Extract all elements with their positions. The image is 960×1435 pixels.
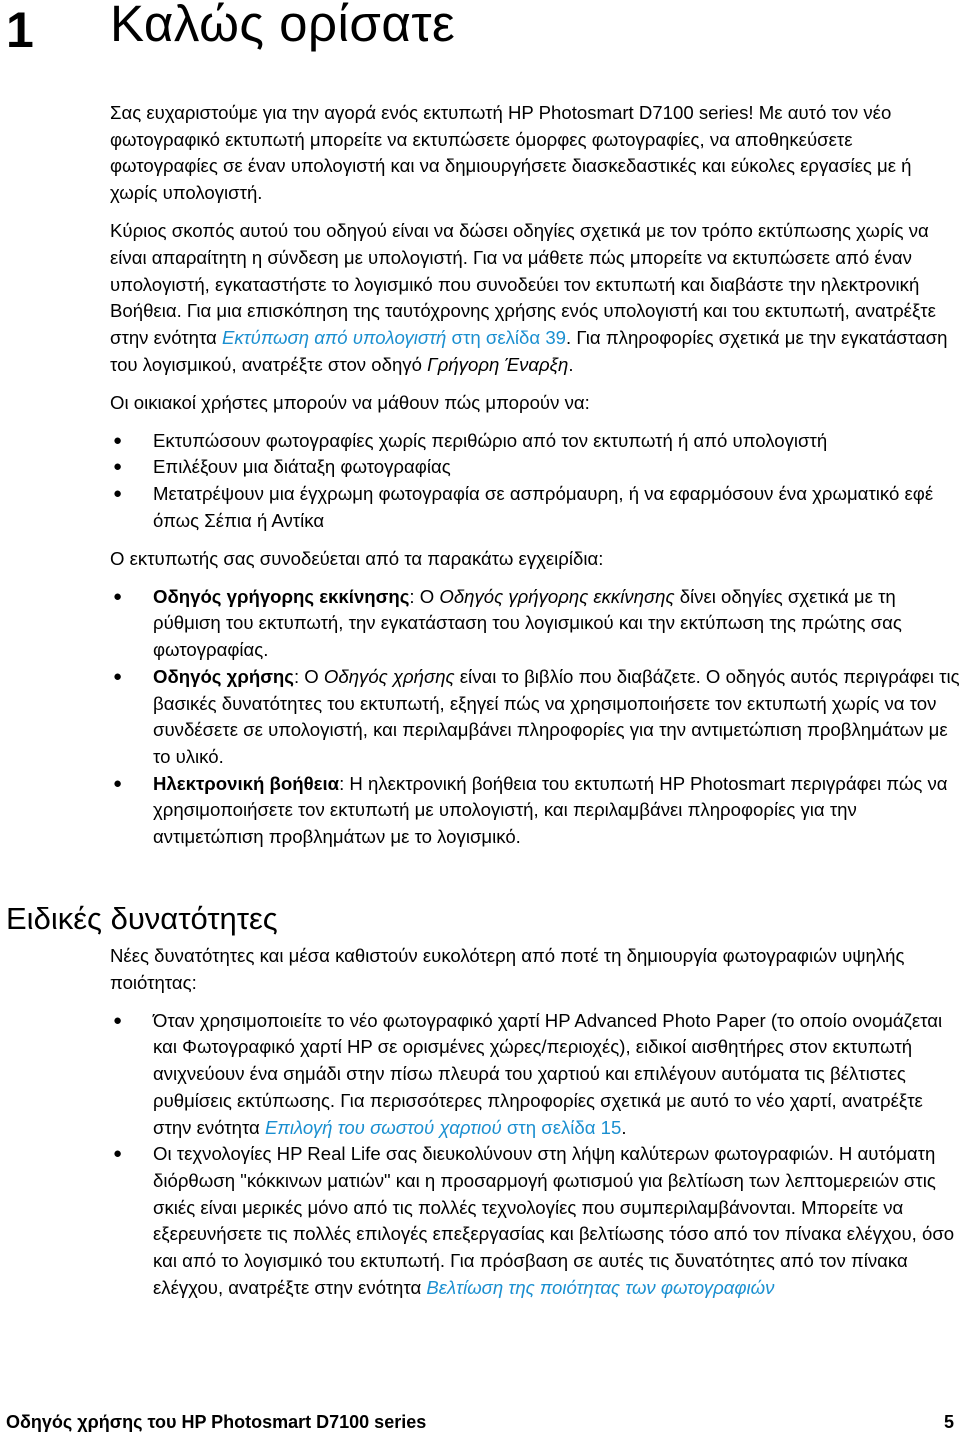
link-choose-paper[interactable]	[265, 1117, 621, 1138]
list-item	[110, 428, 960, 455]
link-title: Εκτύπωση από υπολογιστή	[221, 326, 447, 348]
link-page-ref: στη σελίδα 39	[446, 326, 567, 348]
home-users-list	[110, 428, 960, 535]
special-features-section	[110, 943, 960, 1313]
manual-text: : Η ηλεκτρονική βοήθεια του εκτυπωτή HP Photosmart περιγράφει πώς να χρησιμοποιήσετε τον εκτυπωτή με υπολογιστή, και περιλαμβάνει πληροφορίες για την αντιμετώπιση προβλημάτων με το λογισμικό.	[153, 772, 948, 848]
list-item	[110, 584, 960, 664]
bullet-icon: ●	[113, 458, 123, 476]
special-intro: Νέες δυνατότητες και μέσα καθιστούν ευκολότερη από ποτέ τη δημιουργία φωτογραφιών υψηλής ποιότητας:	[110, 945, 905, 993]
bullet-icon: ●	[113, 774, 123, 792]
list-item	[110, 454, 960, 481]
intro-text: .	[568, 353, 574, 375]
page-number: 5	[943, 1412, 954, 1432]
list-item-text: Επιλέξουν μια διάταξη φωτογραφίας	[153, 456, 451, 478]
intro-section	[110, 100, 960, 862]
list-item-text: Μετατρέψουν μια έγχρωμη φωτογραφία σε ασπρόμαυρη, ή να εφαρμόσουν ένα χρωματικό εφέ όπως Σέπια ή Αντίκα	[153, 483, 934, 531]
bullet-icon: ●	[113, 485, 123, 503]
intro-paragraph-1: Σας ευχαριστούμε για την αγορά ενός εκτυπωτή HP Photosmart D7100 series! Με αυτό τον νέο φωτογραφικό εκτυπωτή μπορείτε να εκτυπώσετε όμορφες φωτογραφίες, να αποθηκεύσετε φωτογραφίες σε έναν υπολογιστή και να δημιουργήσετε διασκεδαστικές και εύκολες εργασίες με ή χωρίς υπολογιστή.	[110, 102, 912, 204]
bullet-icon: ●	[113, 587, 123, 605]
bullet-icon: ●	[113, 1011, 123, 1029]
list-item-text: Όταν χρησιμοποιείτε το νέο φωτογραφικό χαρτί HP Advanced Photo Paper (το οποίο ονομάζεται και Φωτογραφικό χαρτί HP σε ορισμένες χώρες/περιοχές), ειδικοί αισθητήρες στον εκτυπωτή ανιχνεύουν ένα σημάδι στην πίσω πλευρά του χαρτιού και επιλέγουν αυτόματα τις βέλτιστες ρυθμίσεις εκτύπωσης. Για περισσότερες πληροφορίες σχετικά με αυτό το νέο χαρτί, ανατρέξτε στην ενότητα	[153, 1009, 943, 1138]
home-users-intro: Οι οικιακοί χρήστες μπορούν να μάθουν πώς μπορούν να:	[110, 391, 590, 413]
bullet-icon: ●	[113, 431, 123, 449]
list-item	[110, 771, 960, 851]
manual-text: είναι το βιβλίο που διαβάζετε. Ο οδηγός αυτός περιγράφει τις βασικές δυνατότητες του εκτυπωτή, εξηγεί πώς να χρησιμοποιήσετε τον εκτυπωτή χωρίς να τον συνδέσετε σε υπολογιστή, και περιλαμβάνει πληροφορίες για την αντιμετώπιση προβλημάτων με το υλικό.	[153, 665, 960, 767]
link-print-from-computer[interactable]	[222, 327, 566, 348]
quick-start-title: Γρήγορη Έναρξη	[427, 353, 569, 375]
link-improve-photo-quality[interactable]: Βελτίωση της ποιότητας των φωτογραφιών	[426, 1276, 775, 1298]
manual-name: Οδηγός χρήσης	[153, 665, 294, 687]
manual-title: Οδηγός γρήγορης εκκίνησης	[439, 585, 675, 607]
manual-name: Οδηγός γρήγορης εκκίνησης	[153, 585, 410, 607]
intro-paragraph-2	[110, 218, 960, 378]
chapter-title: Καλώς ορίσατε	[110, 0, 456, 52]
intro-text: . Για πληροφορίες σχετικά με την εγκατάσταση του λογισμικού, ανατρέξτε στον οδηγό	[110, 326, 948, 375]
list-item-text: Οι τεχνολογίες HP Real Life σας διευκολύνουν στη λήψη καλύτερων φωτογραφιών. Η αυτόματη διόρθωση "κόκκινων ματιών" και η προσαρμογή φωτισμού για βελτίωση των λεπτομερειών στις σκιές είναι μερικές μόνο από τις πολλές τεχνολογίες που συμπεριλαμβάνονται. Μπορείτε να εξερευνήσετε τις πολλές επιλογές επεξεργασίας και βελτίωσης τόσο από τον πίνακα ελέγχου, όσο και από το λογισμικό του εκτυπωτή. Για πρόσβαση σε αυτές τις δυνατότητες από τον πίνακα ελέγχου, ανατρέξτε στην ενότητα	[153, 1143, 955, 1298]
bullet-icon: ●	[113, 667, 123, 685]
manual-text: : Ο	[409, 585, 440, 607]
intro-text: Κύριος σκοπός αυτού του οδηγού είναι να δώσει οδηγίες σχετικά με τον τρόπο εκτύπωσης χωρίς να είναι απαραίτητη η σύνδεση με υπολογιστή. Για να μάθετε πώς μπορείτε να εκτυπώσετε από έναν υπολογιστή, εγκαταστήστε το λογισμικό που συνοδεύει τον εκτυπωτή και διαβάστε την ηλεκτρονική Βοήθεια. Για μια επισκόπηση της ταυτόχρονης χρήσης ενός υπολογιστή και του εκτυπωτή, ανατρέξτε στην ενότητα	[110, 220, 936, 348]
list-item-text: .	[621, 1116, 627, 1138]
link-title: Επιλογή του σωστού χαρτιού	[264, 1116, 502, 1138]
list-item	[110, 1008, 960, 1142]
manuals-list	[110, 584, 960, 851]
bullet-icon: ●	[113, 1145, 123, 1163]
manual-name: Ηλεκτρονική βοήθεια	[153, 772, 340, 794]
manual-title: Οδηγός χρήσης	[323, 665, 455, 687]
manual-text: δίνει οδηγίες σχετικά με τη ρύθμιση του εκτυπωτή, την εγκατάσταση του λογισμικού και την εκτύπωση της πρώτης σας φωτογραφίας.	[153, 585, 902, 661]
manual-text: : Ο	[293, 665, 324, 687]
link-page-ref: στη σελίδα 15	[501, 1116, 622, 1138]
list-item	[110, 481, 960, 534]
list-item	[110, 664, 960, 771]
list-item-text: Εκτυπώσουν φωτογραφίες χωρίς περιθώριο από τον εκτυπωτή ή από υπολογιστή	[153, 429, 828, 451]
list-item	[110, 1141, 960, 1301]
footer-title: Οδηγός χρήσης του HP Photosmart D7100 series	[6, 1412, 427, 1432]
section-heading: Ειδικές δυνατότητες	[6, 901, 278, 936]
chapter-number: 1	[6, 2, 34, 58]
special-list	[110, 1008, 960, 1302]
manuals-intro: Ο εκτυπωτής σας συνοδεύεται από τα παρακάτω εγχειρίδια:	[110, 547, 604, 569]
